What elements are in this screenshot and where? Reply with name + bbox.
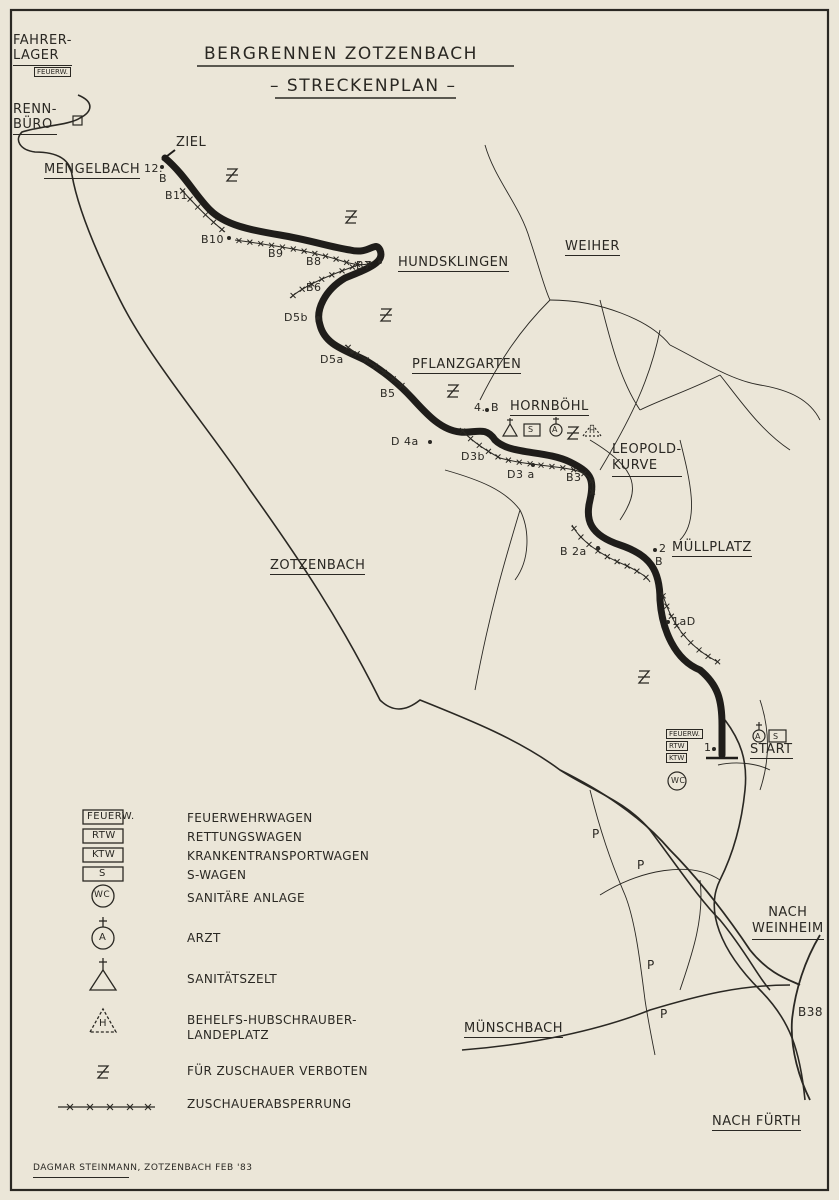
no-spectator-symbols	[97, 169, 650, 1078]
tp-1ad: 1aD	[672, 615, 696, 628]
legend-feuerwehrwagen: FEUERWEHRWAGEN	[187, 811, 313, 825]
tp-2: 2	[659, 542, 667, 555]
tp-b12: B	[159, 172, 168, 185]
legend-sym-rtw: RTW	[92, 830, 116, 841]
start-ktw-box: KTW	[666, 753, 687, 763]
tp-4: 4.	[474, 401, 486, 414]
start-s-label: S	[773, 732, 779, 741]
label-munschbach: MÜNSCHBACH	[464, 1021, 563, 1036]
tp-b7: B7	[356, 259, 372, 272]
legend-sanitare-anlage: SANITÄRE ANLAGE	[187, 891, 305, 905]
tp-b8: B8	[306, 255, 322, 268]
hornbohl-a-label: A	[552, 425, 558, 434]
tp-d5a: D5a	[320, 353, 344, 366]
label-weiher: WEIHER	[565, 239, 620, 254]
label-ziel: ZIEL	[176, 135, 207, 150]
start-a-label: A	[755, 732, 761, 741]
parking-4: P	[660, 1007, 668, 1021]
legend-sanitatszelt: SANITÄTSZELT	[187, 972, 278, 986]
tp-b2a: B 2a	[560, 545, 587, 558]
start-rtw-box: RTW	[666, 741, 688, 751]
hornbohl-s-label: S	[528, 425, 534, 434]
tp-b5: B5	[380, 387, 396, 400]
tp-b4: B	[491, 401, 500, 414]
parking-2: P	[637, 858, 645, 872]
map-subtitle-text: STRECKENPLAN	[286, 76, 440, 96]
start-wc-label: WC	[671, 776, 686, 785]
legend-sym-a: A	[99, 932, 107, 943]
label-start: START	[750, 742, 793, 757]
map-border	[11, 10, 828, 1190]
legend-zuschauer-verboten: FÜR ZUSCHAUER VERBOTEN	[187, 1064, 368, 1078]
legend-zuschauerabsperrung: ZUSCHAUERABSPERRUNG	[187, 1097, 352, 1111]
tp-d4a: D 4a	[391, 435, 419, 448]
start-feuerw-box: FEUERW.	[666, 729, 703, 739]
tp-b9: B9	[268, 247, 284, 260]
legend-arzt: ARZT	[187, 931, 221, 945]
terrain-outline	[18, 95, 770, 990]
legend-sym-wc: WC	[94, 890, 111, 900]
tp-12: 12.	[144, 162, 163, 175]
main-road	[560, 770, 800, 985]
tp-b2: B	[655, 555, 664, 568]
tp-d3a: D3 a	[507, 468, 535, 481]
legend-sym-s: S	[99, 868, 106, 879]
label-hornbohl: HORNBÖHL	[510, 399, 589, 414]
map-subtitle: – STRECKENPLAN –	[270, 76, 457, 96]
legend-s-wagen: S-WAGEN	[187, 868, 247, 882]
label-leopoldkurve: LEOPOLD- KURVE	[612, 442, 682, 477]
road-munschbach	[462, 985, 790, 1050]
legend-krankentransportwagen: KRANKENTRANSPORTWAGEN	[187, 849, 370, 863]
tp-b11: B11	[165, 189, 189, 202]
tp-b6: B6	[306, 281, 322, 294]
label-nach-furth: NACH FÜRTH	[712, 1114, 802, 1129]
hornbohl-h-label: H	[589, 426, 596, 435]
label-mengelbach: MENGELBACH	[44, 162, 141, 177]
tp-d3b: D3b	[461, 450, 485, 463]
legend-hubschrauber: BEHELFS-HUBSCHRAUBER- LANDEPLATZ	[187, 1013, 357, 1042]
tp-1: 1.	[704, 741, 716, 754]
label-rennburo: RENN- BÜRO	[13, 102, 57, 135]
legend-rettungswagen: RETTUNGSWAGEN	[187, 830, 303, 844]
map-title: BERGRENNEN ZOTZENBACH	[204, 44, 478, 64]
legend-sym-ktw: KTW	[92, 849, 116, 860]
label-fahrerlager: FAHRER- LAGER	[13, 33, 72, 66]
label-mullplatz: MÜLLPLATZ	[672, 540, 752, 555]
label-nach-weinheim: NACH WEINHEIM	[752, 905, 824, 940]
label-pflanzgarten: PFLANZGARTEN	[412, 357, 522, 372]
legend-sym-feuerw: FEUERW.	[87, 811, 135, 822]
footer-underline	[33, 1177, 129, 1178]
legend-sym-h: H	[99, 1018, 108, 1029]
tp-b3: B3	[566, 471, 582, 484]
tp-b10: B10	[201, 233, 225, 246]
tp-d5b: D5b	[284, 311, 308, 324]
label-zotzenbach: ZOTZENBACH	[270, 558, 366, 573]
fahrerlager-feuerw-box: FEUERW.	[34, 67, 71, 77]
label-hundsklingen: HUNDSKLINGEN	[398, 255, 509, 270]
parking-3: P	[647, 958, 655, 972]
parking-1: P	[592, 827, 600, 841]
label-b38: B38	[798, 1005, 824, 1019]
footer-credit: DAGMAR STEINMANN, ZOTZENBACH FEB '83	[33, 1163, 253, 1173]
